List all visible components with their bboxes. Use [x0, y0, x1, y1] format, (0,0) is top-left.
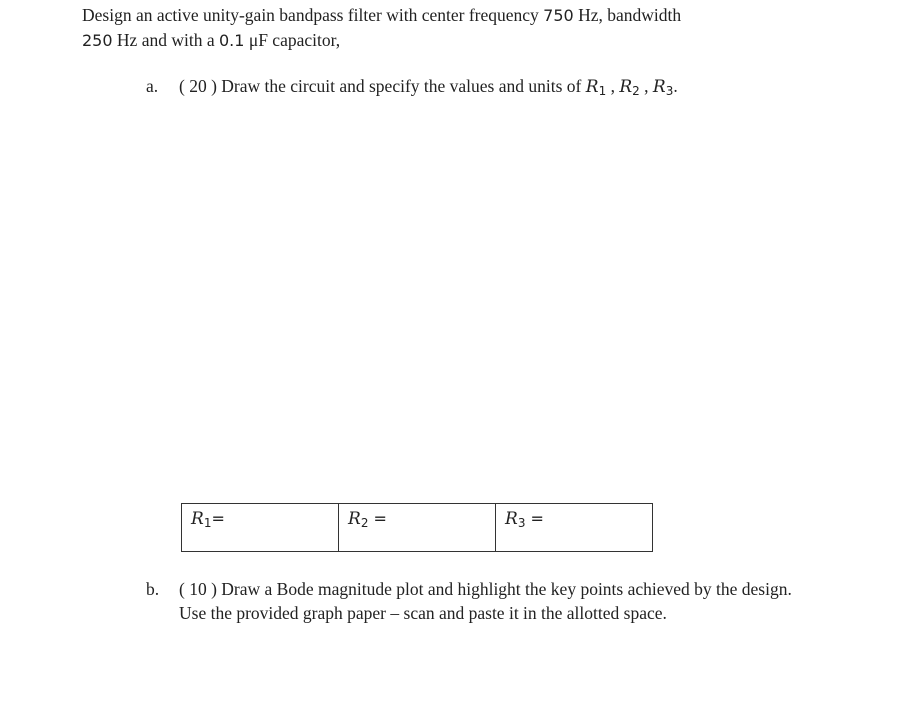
part-a-body	[179, 74, 879, 99]
cell-r1-subscript: 1	[203, 516, 212, 530]
r1-subscript: 1	[598, 84, 607, 98]
part-a-text: Draw the circuit and specify the values and units of	[216, 76, 586, 96]
cell-r2-subscript: 2	[360, 516, 369, 530]
intro-text-3: Hz and with a	[112, 30, 219, 50]
r2-symbol: R	[619, 77, 633, 97]
bandwidth-value: 250	[82, 31, 113, 50]
r2-subscript: 2	[632, 84, 640, 98]
r3-symbol: R	[652, 77, 666, 97]
cell-r2-equals: =	[368, 509, 387, 528]
intro-text-2: Hz, bandwidth	[573, 5, 682, 25]
problem-statement	[82, 3, 842, 53]
r2-answer-cell[interactable]	[339, 504, 496, 552]
separator-2: ,	[639, 76, 653, 96]
cell-r2-symbol: R	[348, 509, 361, 529]
r1-symbol: R	[585, 77, 599, 97]
cell-r3-subscript: 3	[517, 516, 526, 530]
cell-r3-equals: =	[525, 509, 544, 528]
part-a-marker: a.	[146, 76, 159, 96]
separator-1: ,	[606, 76, 620, 96]
intro-text-1: Design an active unity-gain bandpass filter with center frequency	[82, 5, 544, 25]
part-b-marker: b.	[146, 579, 160, 599]
center-frequency-value: 750	[543, 6, 574, 25]
r3-answer-cell[interactable]	[496, 504, 653, 552]
part-b-body	[179, 577, 809, 625]
part-b-text: Draw a Bode magnitude plot and highlight the key points achieved by the design. Use the provided graph paper – scan and paste it in the allotted space.	[179, 579, 792, 623]
table-row	[182, 504, 653, 552]
intro-text-4: μF capacitor,	[244, 30, 341, 50]
cell-r3-symbol: R	[505, 509, 518, 529]
resistor-values-table	[181, 503, 653, 552]
cell-r1-symbol: R	[191, 509, 204, 529]
part-a-end: .	[673, 76, 678, 96]
capacitance-value: 0.1	[218, 31, 245, 50]
part-a-points: ( 20 )	[179, 76, 217, 96]
part-b-points: ( 10 )	[179, 579, 217, 599]
r1-answer-cell[interactable]	[182, 504, 339, 552]
cell-r1-equals: =	[211, 509, 225, 528]
r3-subscript: 3	[665, 84, 674, 98]
